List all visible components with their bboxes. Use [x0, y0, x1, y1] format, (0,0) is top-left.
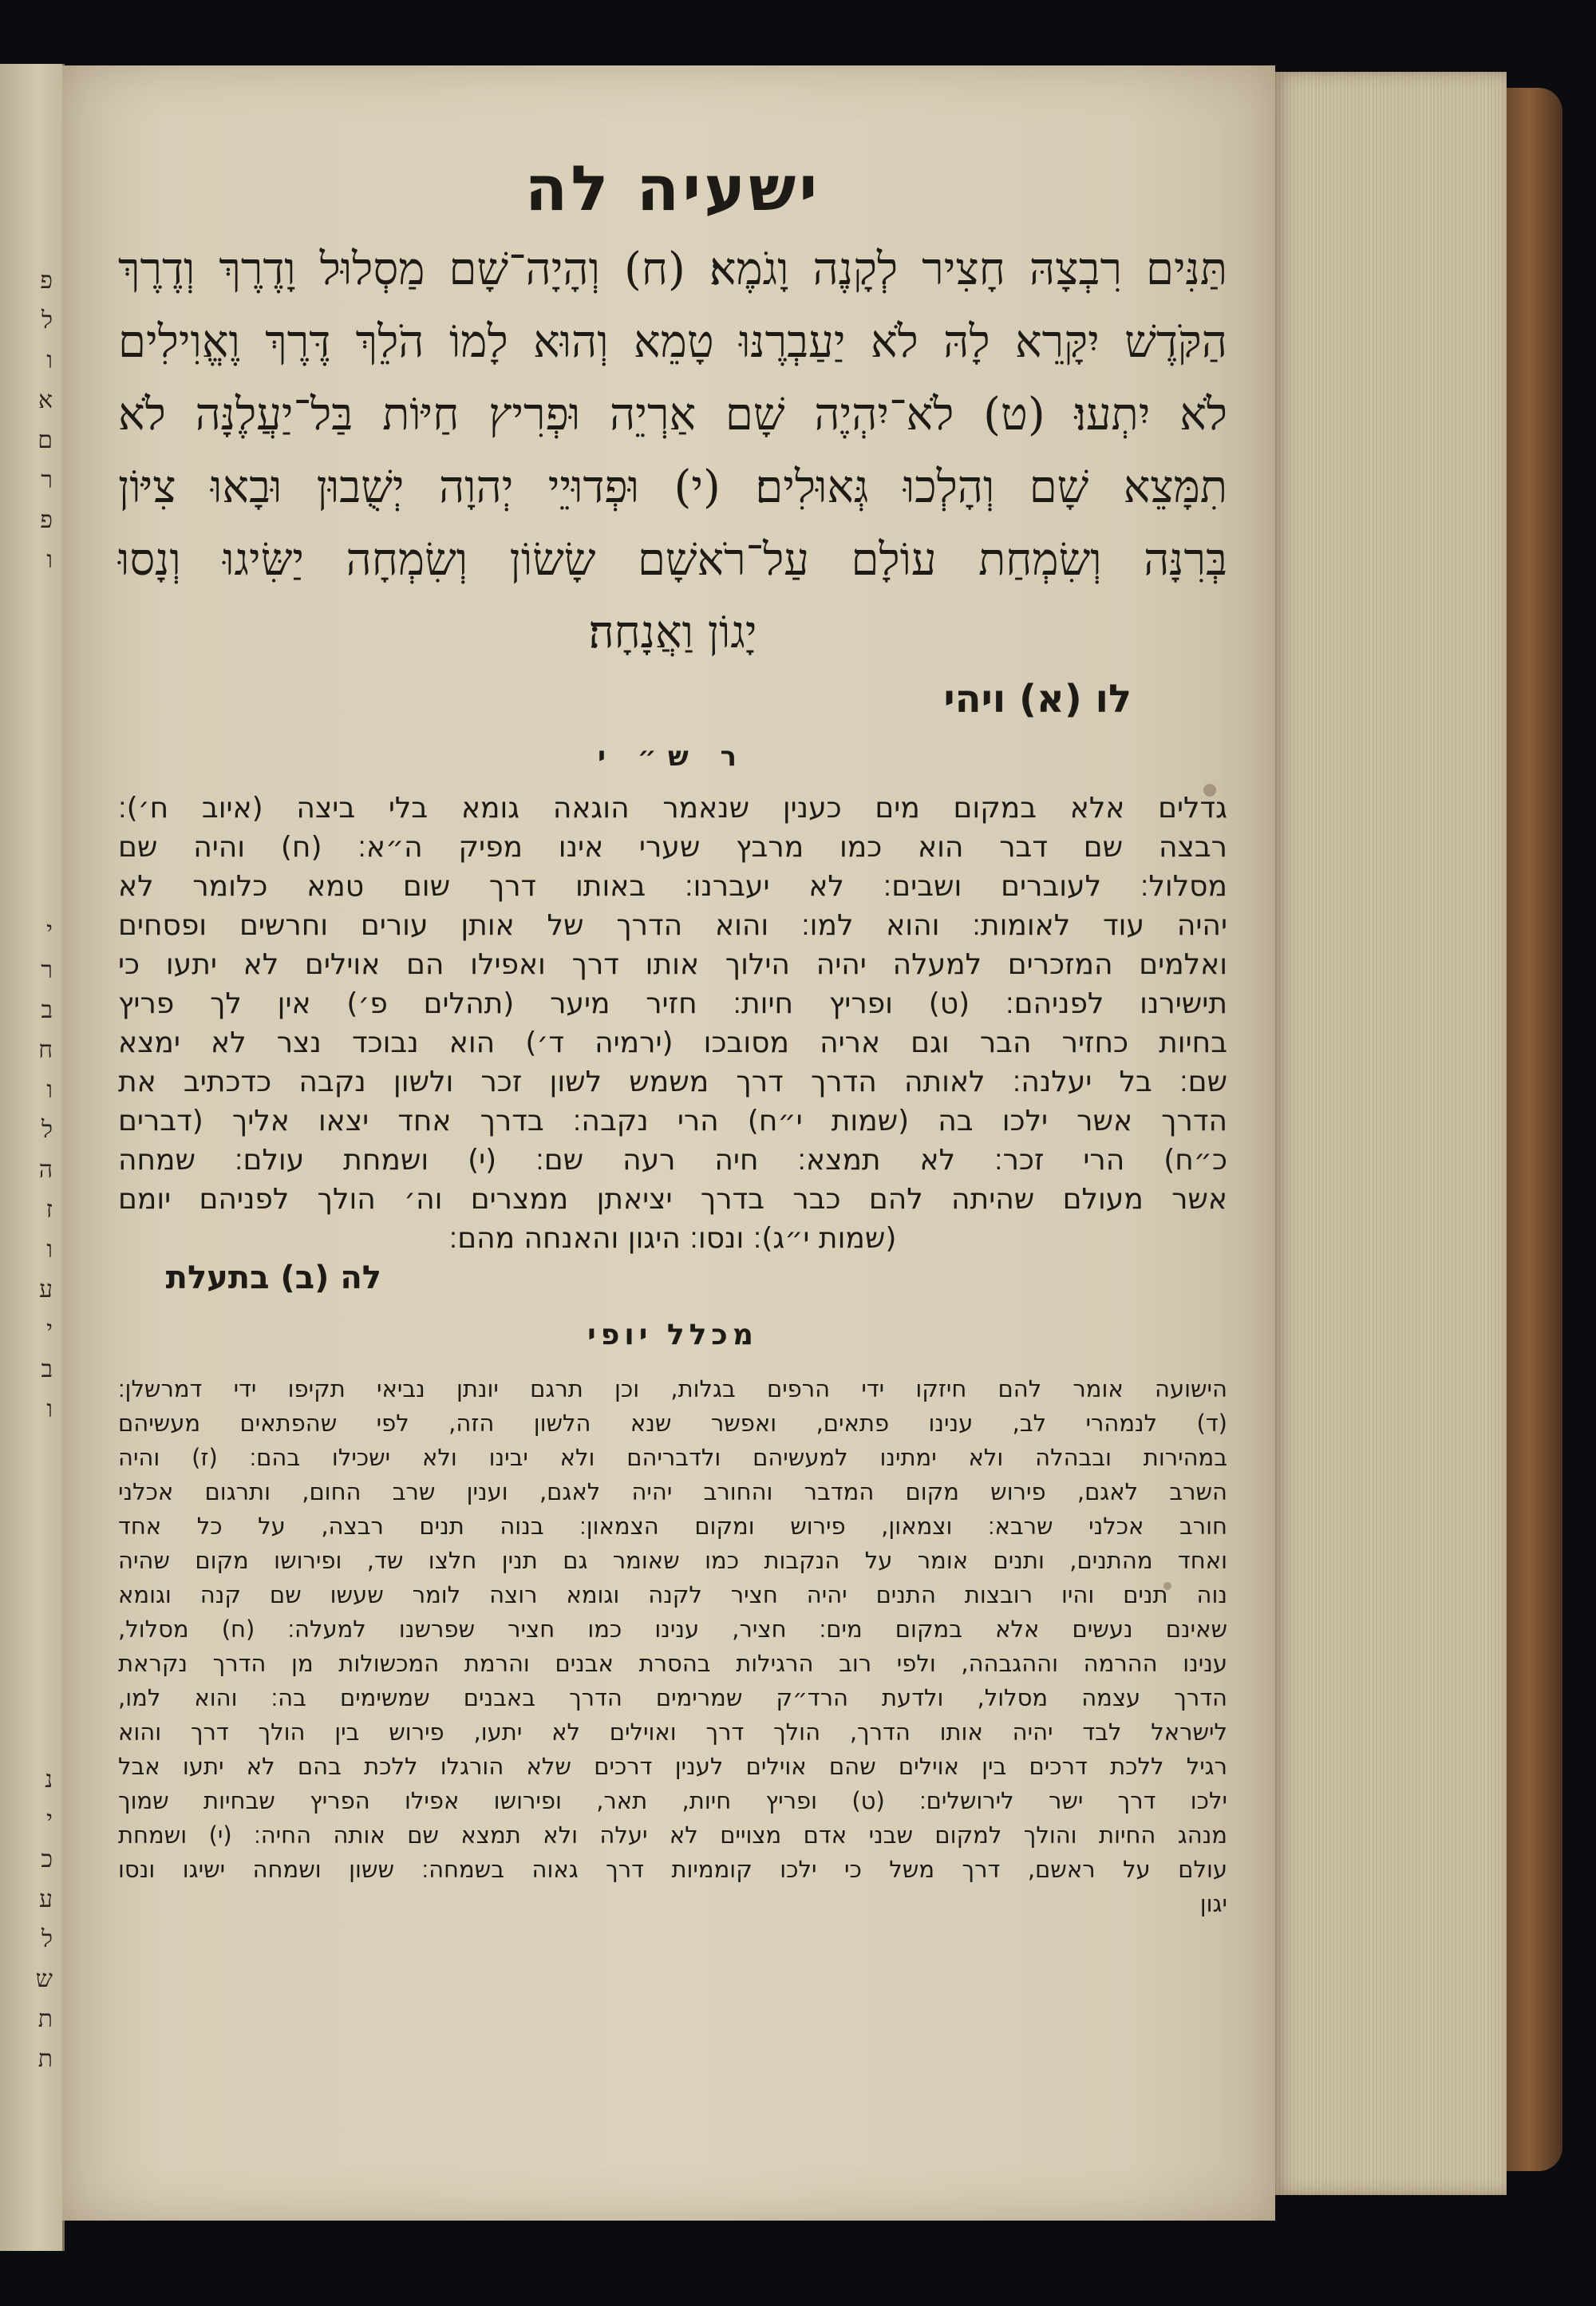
commentary-line: שאינם נעשים אלא במקום מים׃ חציר, ענינו כמו חציר שפרשנו למעלה׃ (ח) מסלול,	[118, 1616, 1227, 1643]
rashi-line: (שמות י״ג)׃ ונסו׃ היגון והאנחה מהם׃	[448, 1222, 897, 1255]
rashi-line: כ״ח) הרי זכר׃ לא תמצא׃ חיה רעה שם׃ (י) ושמחת עולם׃ שמחה	[118, 1144, 1227, 1177]
previous-page-fragment: ל	[41, 1116, 53, 1144]
bible-text	[118, 233, 1227, 669]
commentary-line: במהירות ובבהלה ולא ימתינו למעשיהם ולדבריהם ולא יבינו ולא ישכילו בהם׃ (ז) והיה	[118, 1444, 1227, 1471]
previous-page-text-fragments	[21, 263, 53, 2082]
previous-page-fragment: ע	[39, 1276, 53, 1303]
bible-line: בְּרִנָּה וְשִׂמְחַת עוֹלָם עַל־רֹאשָׁם שָׂשׂוֹן וְשִׂמְחָה יַשִּׂיגוּ וְנָסוּ	[118, 534, 1227, 586]
chapter-35-2-marker: לה (ב) בתעלת	[165, 1260, 381, 1296]
previous-page-fragment: ר	[41, 466, 53, 494]
commentary-line: ענינו ההרמה וההגבהה, ולפי רוב הרגילות בהסרת אבנים והרמת המכשולות מן הדרך נקראת	[118, 1650, 1227, 1677]
running-head: ישעיה לה	[524, 153, 821, 225]
rashi-commentary	[118, 789, 1227, 1258]
chapter-marker-row	[118, 1260, 1227, 1319]
previous-page-fragment: ם	[38, 426, 53, 454]
previous-page-fragment: ה	[38, 1156, 53, 1184]
rashi-line: הדרך אשר ילכו בה (שמות י״ח) הרי נקבה׃ בדרך אחד יצאו אליך (דברים	[118, 1105, 1227, 1137]
bible-line: תִמָּצֵא שָׁם וְהָלְכוּ גְּאוּלִים׃ (י) וּפְדוּיֵי יְהוָה יְשֻׁבוּן וּבָאוּ צִיּוֹן	[118, 461, 1227, 513]
previous-page-fragment: ב	[41, 1355, 53, 1383]
rashi-line: מסלול׃ לעוברים ושבים׃ לא יעברנו׃ באותו דרך שום טמא כלומר לא	[118, 870, 1227, 903]
commentary-heading: מכלל יופי	[587, 1319, 758, 1351]
previous-page-fragment: י	[46, 916, 53, 944]
rashi-line: יהיה עוד לאומות׃ והוא למו׃ והוא הדרך של אותן עורים וחרשים ופסחים	[118, 909, 1227, 942]
previous-page-fragment: ו	[46, 346, 53, 374]
commentary-line: נוה תנים והיו רובצות התנים יהיה חציר לקנה וגומא רוצה לומר שעשו שם קנה וגומא	[118, 1581, 1227, 1608]
commentary-line: הישועה אומר להם חיזקו ידי הרפים בגלות, וכן תרגם יונתן נביאי תקיפו ידי דמרשלן׃	[118, 1375, 1227, 1402]
previous-page-fragment: פ	[40, 506, 53, 534]
previous-page-fragment: ת	[38, 2045, 53, 2073]
previous-page-fragment: ר	[41, 956, 53, 984]
bible-line: תַּנִּים רִבְצָהּ חָצִיר לְקָנֶה וָגֹמֶא׃ (ח) וְהָיָה־שָׁם מַסְלוּל וָדֶרֶךְ וְדֶרֶךְ	[118, 243, 1227, 295]
bible-line: הַקֹּדֶשׁ יִקָּרֵא לָהּ לֹא יַעַבְרֶנּוּ טָמֵא וְהוּא לָמוֹ הֹלֵךְ דֶּרֶךְ וֶאֱוִילִים	[118, 316, 1227, 368]
previous-page-fragment: ז	[45, 1196, 53, 1224]
commentary-line: הדרך עצמה מסלול, ולדעת הרד״ק שמרימים הדרך באבנים שמשימים בה׃ והוא למו,	[118, 1684, 1227, 1711]
chapter-36-marker: לו (א) ויהי	[943, 677, 1132, 722]
rashi-heading: ר ש״ י	[597, 741, 749, 773]
commentary-line: חורב אכלני שרבא׃ וצמאון, פירוש ומקום הצמאון׃ בנוה תנים רבצה, על כל אחד	[118, 1513, 1227, 1540]
book-page	[62, 65, 1275, 2221]
rashi-line: אשר מעולם שהיתה להם כבר בדרך יציאתן ממצרים וה׳ הולך לפניהם יומם	[118, 1183, 1227, 1216]
commentary-line: יגון	[1199, 1890, 1227, 1917]
previous-page-fragment: ע	[39, 1885, 53, 1913]
previous-page-fragment: ל	[41, 307, 53, 334]
previous-page-fragment: ש	[35, 1965, 53, 1993]
previous-page-fragment: ו	[46, 546, 53, 574]
previous-page-fragment: י	[46, 1806, 53, 1833]
previous-page-fragment: ל	[41, 1925, 53, 1953]
previous-page-fragment: ו	[46, 1236, 53, 1264]
rashi-line: ואלמים המזכרים למעלה יהיה הילוך אותו דרך ואפילו הם אוילים לא יתעו כי	[118, 948, 1227, 981]
previous-page-edge	[0, 64, 65, 2251]
rashi-line: בחיות כחזיר הבר וגם אריה מסובכו (ירמיה ד׳) הוא נבוכד נצר לא ימצא	[118, 1026, 1227, 1059]
commentary-line: רגיל ללכת דרכים בין אוילים שהם אוילים לענין דרכים שלא הורגלו ללכת בהם לא יתעו אבל	[118, 1753, 1227, 1780]
previous-page-fragment: ו	[46, 1395, 53, 1423]
previous-page-fragment: י	[46, 1315, 53, 1343]
bible-line: לֹא יִתְעוּ׃ (ט) לֹא־יִהְיֶה שָׁם אַרְיֵה וּפְרִיץ חַיּוֹת בַּל־יַעֲלֶנָּה לֹא	[118, 389, 1227, 441]
chapter-marker-row	[118, 677, 1227, 741]
previous-page-fragment: ו	[46, 1076, 53, 1104]
previous-page-fragment: ב	[41, 996, 53, 1024]
commentary-line: (ד) לנמהרי לב, ענינו פתאים, ואפשר שנא הלשון הזה, לפי שהפתאים מעשיהם	[118, 1410, 1227, 1437]
commentary-line: מנהג החיות והולך למקום שבני אדם מצויים לא יעלה ולא תמצא שם אותה החיה׃ (י) ושמחת	[118, 1821, 1227, 1849]
commentary-line: ילכו דרך ישר לירושלים׃ (ט) ופריץ חיות, תאר, ופירושו אפילו הפריץ שבחיות שמוך	[118, 1787, 1227, 1814]
rashi-line: תישירנו לפניהם׃ (ט) ופריץ חיות׃ חזיר מיער (תהלים פ׳) אין לך פריץ	[118, 987, 1227, 1020]
michlal-yofi-commentary	[118, 1372, 1227, 1921]
book-cover-edge	[1507, 88, 1562, 2171]
commentary-line: ואחד מהתנים, ותנים אומר על הנקבות כמו שאומר גם תנין חלצו שד, ופירושו מקום שהיה	[118, 1547, 1227, 1574]
rashi-line: גדלים אלא במקום מים כענין שנאמר הוגאה גומא בלי ביצה (איוב ח׳)׃	[118, 792, 1227, 825]
previous-page-fragment: פ	[40, 267, 53, 295]
previous-page-fragment: ת	[38, 2005, 53, 2033]
previous-page-fragment: נ	[45, 1766, 53, 1794]
previous-page-fragment: כ	[41, 1845, 53, 1873]
commentary-line: עולם על ראשם, דרך משל כי ילכו קוממיות דרך גאוה בשמחה׃ ששון ושמחה ישיגו ונסו	[118, 1856, 1227, 1883]
commentary-line: השרב לאגם, פירוש מקום המדבר והחורב יהיה לאגם, וענין שרב החום, ותרגום אכלני	[118, 1478, 1227, 1505]
previous-page-fragment: א	[38, 386, 53, 414]
previous-page-fragment: ח	[38, 1036, 53, 1064]
page-text-block	[118, 153, 1227, 1921]
bible-line: יָגוֹן וַאֲנָחָה׃	[588, 607, 757, 659]
book-fore-edge	[1275, 72, 1507, 2195]
commentary-line: לישראל לבד יהיה אותו הדרך, הולך דרך ואוילים לא יתעו, פירוש בין הולך דרך והוא	[118, 1719, 1227, 1746]
rashi-line: שם׃ בל יעלנה׃ לאותה הדרך דרך משמש לשון זכר ולשון נקבה כדכתיב את	[118, 1066, 1227, 1098]
rashi-line: רבצה שם דבר הוא כמו מרבץ שערי אינו מפיק ה״א׃ (ח) והיה שם	[118, 831, 1227, 864]
